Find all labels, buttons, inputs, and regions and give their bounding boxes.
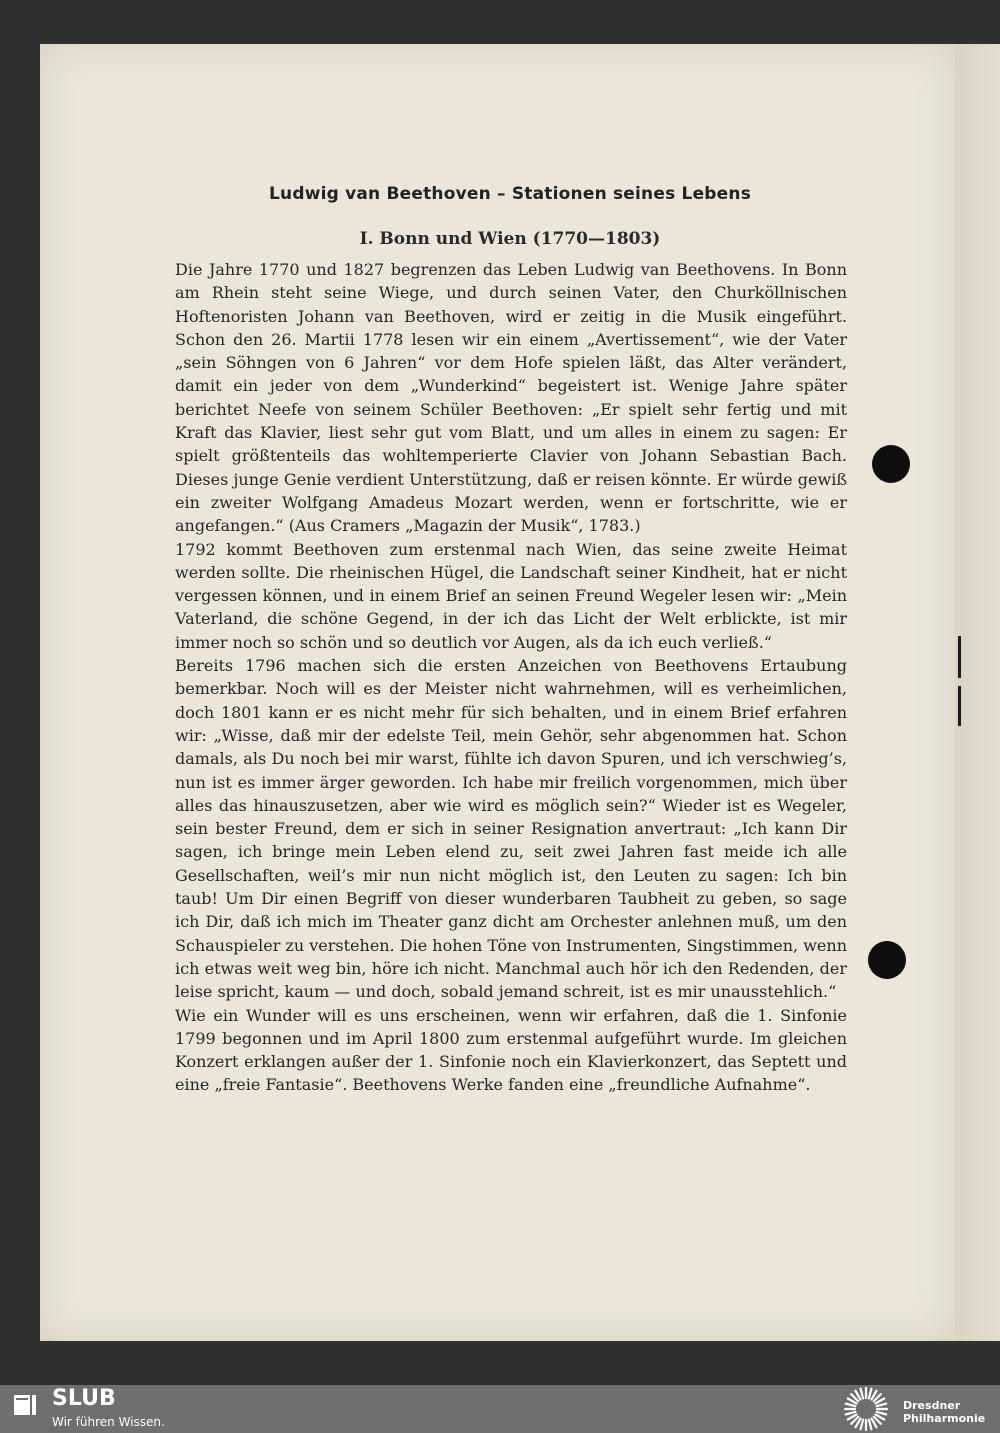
slub-brand[interactable]: SLUB	[52, 1386, 116, 1411]
logo-ray	[846, 1404, 856, 1407]
logo-ray	[861, 1389, 864, 1399]
document-body	[175, 258, 847, 1097]
document-title: Ludwig van Beethoven – Stationen seines Lebens	[268, 184, 752, 204]
paragraph: Die Jahre 1770 und 1827 begrenzen das Leben Ludwig van Beethovens. In Bonn am Rhein steht seine Wiege, und durch seinen Vater, den Churköllnischen Hoftenoristen Johann van Beethoven, wird er zeitig in die Musik eingeführt. Schon den 26. Martii 1778 lesen wir ein einem „Avertissement“, wie der Vater „sein Söhngen von 6 Jahren“ vor dem Hofe spielen läßt, das Alter verändert, damit ein jeder von dem „Wunderkind“ begeistert ist. Wenige Jahre später berichtet Neefe von seinem Schüler Beethoven: „Er spielt sehr fertig und mit Kraft das Klavier, liest sehr gut vom Blatt, und um alles in einem zu sagen: Er spielt größtenteils das wohltemperierte Clavier von Johann Sebastian Bach. Dieses junge Genie verdient Unterstützung, daß er reisen könnte. Er würde gewiß ein zweiter Wolfgang Amadeus Mozart werden, wenn er fortschritte, wie er angefangen.“ (Aus Cramers „Magazin der Musik“, 1783.)	[175, 260, 847, 536]
binding-mark	[958, 686, 961, 726]
page-edge	[955, 44, 1000, 1341]
logo-ray	[846, 1412, 856, 1415]
philharmonie-brand-line2: Philharmonie	[903, 1412, 986, 1425]
punch-hole	[872, 445, 910, 483]
punch-hole	[868, 941, 906, 979]
paragraph: 1792 kommt Beethoven zum erstenmal nach Wien, das seine zweite Heimat werden sollte. Die rheinischen Hügel, die Landschaft seiner Kindheit, hat er nicht vergessen können, und in einem Brief an seinen Freund Wegeler lesen wir: „Mein Vaterland, die schöne Gegend, in der ich das Licht der Welt erblickte, ist mir immer noch so schön und so deutlich vor Augen, als da ich euch verließ.“	[175, 539, 847, 652]
logo-ray	[869, 1420, 872, 1430]
paragraph: Wie ein Wunder will es uns erscheinen, wenn wir erfahren, daß die 1. Sinfonie 1799 begonnen und im April 1800 zum erstenmal aufgeführt wurde. Im gleichen Konzert erklangen außer der 1. Sinfonie noch ein Klavierkonzert, das Septett und eine „freie Fantasie“. Beethovens Werke fanden eine „freundliche Aufnahme“.	[175, 1005, 847, 1095]
slub-tagline: Wir führen Wissen.	[52, 1415, 165, 1429]
sunburst-logo-icon[interactable]	[842, 1386, 890, 1432]
logo-ray	[877, 1412, 887, 1415]
paragraph: Bereits 1796 machen sich die ersten Anzeichen von Beethovens Ertaubung bemerkbar. Noch will es der Meister nicht wahrnehmen, will es verheimlichen, doch 1801 kann er es nicht mehr für sich behalten, und in einem Brief erfahren wir: „Wisse, daß mir der edelste Teil, mein Gehör, sehr abgenommen hat. Schon damals, als Du noch bei mir warst, fühlte ich davon Spuren, und ich verschwieg’s, nun ist es immer ärger geworden. Ich habe mir freilich vorgenommen, mich über alles das hinauszusetzen, aber wie wird es möglich sein?“ Wieder ist es Wegeler, sein bester Freund, dem er sich in seiner Resignation anvertraut: „Ich kann Dir sagen, ich bringe mein Leben elend zu, seit zwei Jahren fast meide ich alle Gesellschaften, weil’s mir nun nicht möglich ist, den Leuten zu sagen: Ich bin taub! Um Dir einen Begriff von dieser wunderbaren Taubheit zu geben, so sage ich Dir, daß ich mich im Theater ganz dicht am Orchester anlehnen muß, um den Schauspieler zu verstehen. Die hohen Töne von Instrumenten, Singstimmen, wenn ich etwas weit weg bin, höre ich nicht. Manchmal auch hör ich den Redenden, der leise spricht, kaum — und doch, sobald jemand schreit, ist es mir unausstehlich.“	[175, 656, 847, 1002]
section-heading: I. Bonn und Wien (1770—1803)	[359, 229, 661, 249]
binding-mark	[958, 636, 961, 678]
logo-ray	[861, 1420, 864, 1430]
logo-ray	[869, 1389, 872, 1399]
philharmonie-brand-line1: Dresdner	[903, 1399, 961, 1412]
book-icon	[12, 1392, 38, 1418]
logo-ray	[877, 1404, 887, 1407]
